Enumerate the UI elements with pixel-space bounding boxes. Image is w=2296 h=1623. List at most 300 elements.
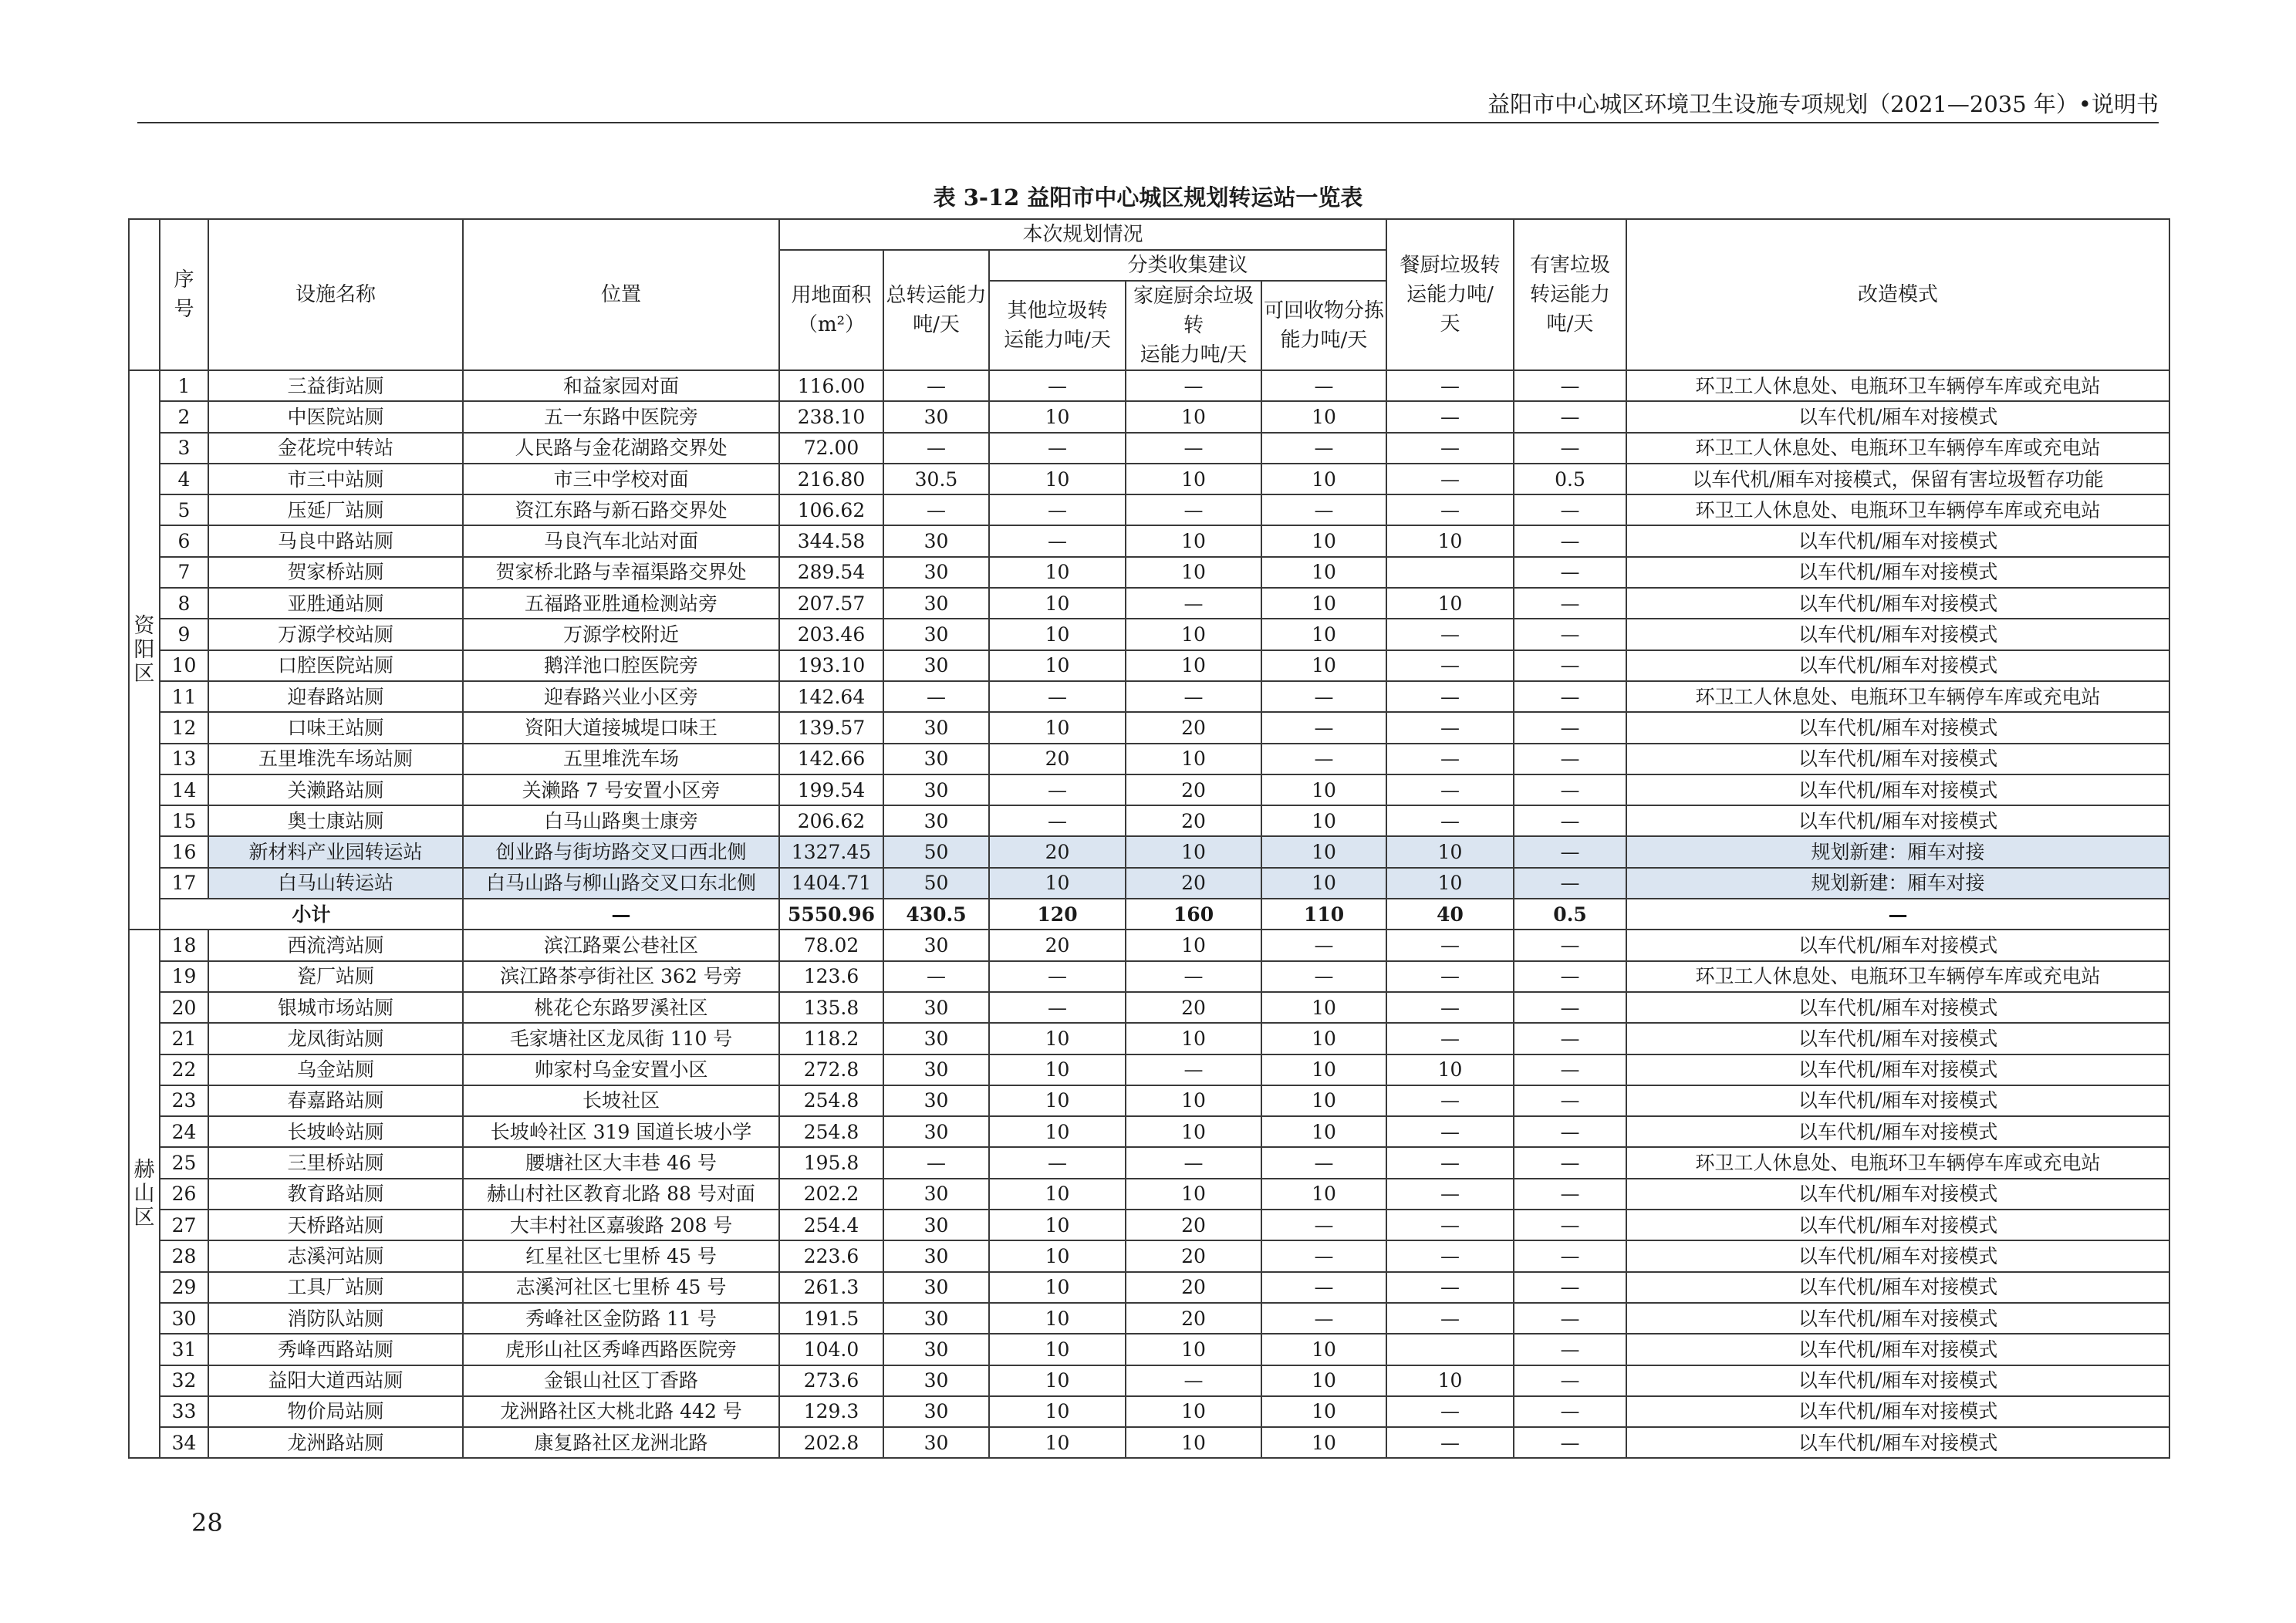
kitchen-cell: 10 (1126, 744, 1261, 774)
area-cell: 254.4 (779, 1210, 883, 1240)
name-cell: 龙凤街站厕 (208, 1023, 463, 1054)
seq-cell: 1 (160, 370, 208, 401)
mode-cell: 以车代机/厢车对接模式 (1626, 1272, 2169, 1303)
seq-cell: 3 (160, 433, 208, 464)
hazardous-cell: — (1514, 805, 1626, 836)
table-row (129, 1210, 2169, 1240)
mode-cell: 以车代机/厢车对接模式 (1626, 1427, 2169, 1458)
district-label (129, 370, 160, 930)
location-cell: 五一东路中医院旁 (463, 401, 779, 432)
name-cell: 龙洲路站厕 (208, 1427, 463, 1458)
restaurant-cell: — (1386, 1023, 1514, 1054)
kitchen-cell: 10 (1126, 930, 1261, 960)
location-cell: 资阳大道接城堤口味王 (463, 712, 779, 743)
location-cell: 志溪河社区七里桥 45 号 (463, 1272, 779, 1303)
mode-cell: 环卫工人休息处、电瓶环卫车辆停车库或充电站 (1626, 681, 2169, 712)
table-row (129, 494, 2169, 525)
recyclable-cell: 10 (1261, 557, 1386, 588)
location-header: 位置 (463, 219, 779, 370)
mode-cell: 规划新建：厢车对接 (1626, 836, 2169, 867)
area-cell: 193.10 (779, 650, 883, 681)
hazardous-cell: — (1514, 1272, 1626, 1303)
mode-cell: 环卫工人休息处、电瓶环卫车辆停车库或充电站 (1626, 370, 2169, 401)
kitchen-cell: 20 (1126, 1272, 1261, 1303)
hazardous-cell: — (1514, 868, 1626, 899)
name-cell: 五里堆洗车场站厕 (208, 744, 463, 774)
total-cell: 30 (883, 805, 989, 836)
total-cell: 30 (883, 1396, 989, 1427)
area-cell: 72.00 (779, 433, 883, 464)
location-cell: 马良汽车北站对面 (463, 525, 779, 556)
location-cell: 创业路与街坊路交叉口西北侧 (463, 836, 779, 867)
hazardous-cell: — (1514, 992, 1626, 1023)
other-cell: — (989, 525, 1126, 556)
area-cell: 289.54 (779, 557, 883, 588)
recyclable-cell: 10 (1261, 588, 1386, 619)
kitchen-cell: 10 (1126, 1396, 1261, 1427)
hazardous-cell: — (1514, 1303, 1626, 1334)
mode-cell: 以车代机/厢车对接模式 (1626, 557, 2169, 588)
seq-cell: 13 (160, 744, 208, 774)
name-cell: 益阳大道西站厕 (208, 1365, 463, 1396)
recyclable-cell: 10 (1261, 1396, 1386, 1427)
area-cell: 254.8 (779, 1085, 883, 1116)
recyclable-cell: 10 (1261, 1179, 1386, 1210)
name-cell: 迎春路站厕 (208, 681, 463, 712)
other-cell: 10 (989, 1054, 1126, 1085)
name-cell: 志溪河站厕 (208, 1240, 463, 1271)
other-cell: 10 (989, 1116, 1126, 1147)
table-row (129, 433, 2169, 464)
total-cell: — (883, 494, 989, 525)
area-header (779, 250, 883, 370)
kitchen-cell: 10 (1126, 401, 1261, 432)
table-row (129, 619, 2169, 650)
sorting-header: 分类收集建议 (989, 250, 1386, 281)
hazardous-cell: — (1514, 712, 1626, 743)
location-cell: 腰塘社区大丰巷 46 号 (463, 1147, 779, 1178)
recyclable-cell: 10 (1261, 1334, 1386, 1365)
seq-cell: 20 (160, 992, 208, 1023)
kitchen-cell: 20 (1126, 992, 1261, 1023)
hazardous-cell: — (1514, 370, 1626, 401)
mode-header: 改造模式 (1626, 219, 2169, 370)
seq-cell: 6 (160, 525, 208, 556)
name-cell: 奥士康站厕 (208, 805, 463, 836)
hazardous-cell: — (1514, 681, 1626, 712)
area-cell: 272.8 (779, 1054, 883, 1085)
location-cell: 迎春路兴业小区旁 (463, 681, 779, 712)
kitchen-header (1126, 281, 1261, 370)
kitchen-cell: 20 (1126, 1303, 1261, 1334)
subtotal-kitchen: 160 (1126, 899, 1261, 930)
name-cell: 关濑路站厕 (208, 774, 463, 805)
table-row (129, 836, 2169, 867)
hazardous-cell: — (1514, 650, 1626, 681)
location-cell: 资江东路与新石路交界处 (463, 494, 779, 525)
recyclable-cell: 10 (1261, 464, 1386, 494)
kitchen-cell: — (1126, 1054, 1261, 1085)
other-cell: — (989, 992, 1126, 1023)
total-cell: 30 (883, 1427, 989, 1458)
area-cell: 216.80 (779, 464, 883, 494)
recyclable-cell: 10 (1261, 836, 1386, 867)
restaurant-cell (1386, 1334, 1514, 1365)
plan-header: 本次规划情况 (779, 219, 1386, 250)
total-cell: 30 (883, 650, 989, 681)
seq-header-text: 序 号 (174, 268, 194, 321)
location-cell: 龙洲路社区大桃北路 442 号 (463, 1396, 779, 1427)
table-row (129, 774, 2169, 805)
area-cell: 78.02 (779, 930, 883, 960)
mode-cell: 以车代机/厢车对接模式 (1626, 619, 2169, 650)
name-cell: 市三中站厕 (208, 464, 463, 494)
restaurant-cell: — (1386, 1427, 1514, 1458)
hazardous-cell: — (1514, 836, 1626, 867)
restaurant-header (1386, 219, 1514, 370)
total-cell: 50 (883, 836, 989, 867)
seq-cell: 17 (160, 868, 208, 899)
seq-cell: 33 (160, 1396, 208, 1427)
other-cell: 10 (989, 1427, 1126, 1458)
other-cell: 10 (989, 1210, 1126, 1240)
kitchen-cell: — (1126, 1147, 1261, 1178)
name-cell: 口腔医院站厕 (208, 650, 463, 681)
mode-cell: 以车代机/厢车对接模式 (1626, 588, 2169, 619)
total-cell: — (883, 961, 989, 992)
table-row (129, 1085, 2169, 1116)
total-cell: — (883, 370, 989, 401)
location-cell: 长坡社区 (463, 1085, 779, 1116)
mode-cell: 以车代机/厢车对接模式 (1626, 1303, 2169, 1334)
kitchen-cell: 20 (1126, 868, 1261, 899)
subtotal-restaurant: 40 (1386, 899, 1514, 930)
other-cell: 10 (989, 1023, 1126, 1054)
total-cell: 30 (883, 557, 989, 588)
kitchen-cell: — (1126, 370, 1261, 401)
restaurant-cell: — (1386, 681, 1514, 712)
kitchen-cell: — (1126, 433, 1261, 464)
table-caption: 表 3-12 益阳市中心城区规划转运站一览表 (933, 184, 1363, 211)
seq-cell: 24 (160, 1116, 208, 1147)
area-cell: 1404.71 (779, 868, 883, 899)
restaurant-cell: 10 (1386, 588, 1514, 619)
recyclable-cell: 10 (1261, 401, 1386, 432)
recyclable-cell: — (1261, 494, 1386, 525)
area-cell: 238.10 (779, 401, 883, 432)
recyclable-cell: — (1261, 1210, 1386, 1240)
recyclable-cell: — (1261, 433, 1386, 464)
mode-cell: 以车代机/厢车对接模式 (1626, 1116, 2169, 1147)
location-cell: 白马山路奥士康旁 (463, 805, 779, 836)
area-cell: 202.2 (779, 1179, 883, 1210)
area-cell: 206.62 (779, 805, 883, 836)
area-cell: 142.66 (779, 744, 883, 774)
area-cell: 199.54 (779, 774, 883, 805)
seq-cell: 8 (160, 588, 208, 619)
area-cell: 273.6 (779, 1365, 883, 1396)
hazardous-cell: — (1514, 1396, 1626, 1427)
total-cell: 30 (883, 1365, 989, 1396)
subtotal-mode: — (1626, 899, 2169, 930)
seq-cell: 30 (160, 1303, 208, 1334)
mode-cell: 以车代机/厢车对接模式 (1626, 930, 2169, 960)
mode-cell: 以车代机/厢车对接模式 (1626, 1210, 2169, 1240)
district-label-text: 赫 山 区 (133, 1158, 155, 1230)
seq-cell: 23 (160, 1085, 208, 1116)
recyclable-cell: 10 (1261, 1427, 1386, 1458)
seq-header (160, 219, 208, 370)
recyclable-cell: 10 (1261, 774, 1386, 805)
total-cell: 30.5 (883, 464, 989, 494)
total-cell: 30 (883, 1023, 989, 1054)
total-header (883, 250, 989, 370)
total-cell: 30 (883, 1054, 989, 1085)
area-cell: 139.57 (779, 712, 883, 743)
name-cell: 金花垸中转站 (208, 433, 463, 464)
total-header-text: 总转运能力 吨/天 (886, 284, 987, 336)
table-row (129, 1147, 2169, 1178)
mode-cell: 以车代机/厢车对接模式 (1626, 774, 2169, 805)
table-row (129, 1116, 2169, 1147)
recyclable-cell: — (1261, 681, 1386, 712)
kitchen-cell: — (1126, 681, 1261, 712)
kitchen-cell: 10 (1126, 1116, 1261, 1147)
table-row (129, 1365, 2169, 1396)
recyclable-cell: — (1261, 370, 1386, 401)
seq-cell: 2 (160, 401, 208, 432)
area-cell: 254.8 (779, 1116, 883, 1147)
subtotal-label: 小计 (160, 899, 463, 930)
seq-cell: 31 (160, 1334, 208, 1365)
area-cell: 1327.45 (779, 836, 883, 867)
other-cell: 10 (989, 712, 1126, 743)
kitchen-header-text: 家庭厨余垃圾转 运能力吨/天 (1133, 285, 1254, 366)
seq-cell: 5 (160, 494, 208, 525)
hazardous-cell: — (1514, 433, 1626, 464)
seq-cell: 19 (160, 961, 208, 992)
hazardous-cell: — (1514, 525, 1626, 556)
mode-cell: 以车代机/厢车对接模式 (1626, 1334, 2169, 1365)
location-cell: 贺家桥北路与幸福渠路交界处 (463, 557, 779, 588)
recyclable-header-text: 可回收物分拣 能力吨/天 (1264, 299, 1385, 352)
kitchen-cell: 10 (1126, 525, 1261, 556)
restaurant-cell: — (1386, 1116, 1514, 1147)
subtotal-location: — (463, 899, 779, 930)
kitchen-cell: 20 (1126, 1240, 1261, 1271)
seq-cell: 27 (160, 1210, 208, 1240)
recyclable-cell: — (1261, 930, 1386, 960)
other-cell: 10 (989, 1303, 1126, 1334)
other-cell: 10 (989, 588, 1126, 619)
area-cell: 129.3 (779, 1396, 883, 1427)
name-cell: 三里桥站厕 (208, 1147, 463, 1178)
mode-cell: 以车代机/厢车对接模式 (1626, 992, 2169, 1023)
table-row (129, 370, 2169, 401)
kitchen-cell: 20 (1126, 805, 1261, 836)
name-cell: 压延厂站厕 (208, 494, 463, 525)
mode-cell: 以车代机/厢车对接模式 (1626, 1085, 2169, 1116)
hazardous-cell: — (1514, 494, 1626, 525)
location-cell: 金银山社区丁香路 (463, 1365, 779, 1396)
hazardous-cell: — (1514, 930, 1626, 960)
recyclable-cell: — (1261, 1303, 1386, 1334)
page-number: 28 (191, 1508, 223, 1537)
kitchen-cell: 20 (1126, 774, 1261, 805)
other-cell: — (989, 681, 1126, 712)
name-cell: 贺家桥站厕 (208, 557, 463, 588)
table-row (129, 1179, 2169, 1210)
other-cell: 10 (989, 557, 1126, 588)
mode-cell: 环卫工人休息处、电瓶环卫车辆停车库或充电站 (1626, 433, 2169, 464)
restaurant-cell: — (1386, 1147, 1514, 1178)
kitchen-cell: 10 (1126, 1179, 1261, 1210)
table-row (129, 588, 2169, 619)
area-cell: 207.57 (779, 588, 883, 619)
location-cell: 白马山路与柳山路交叉口东北侧 (463, 868, 779, 899)
seq-cell: 32 (160, 1365, 208, 1396)
kitchen-cell: 10 (1126, 836, 1261, 867)
table-row (129, 744, 2169, 774)
table-row (129, 930, 2169, 960)
table-row (129, 1427, 2169, 1458)
mode-cell: 环卫工人休息处、电瓶环卫车辆停车库或充电站 (1626, 1147, 2169, 1178)
location-cell: 人民路与金花湖路交界处 (463, 433, 779, 464)
name-cell: 西流湾站厕 (208, 930, 463, 960)
kitchen-cell: 10 (1126, 557, 1261, 588)
location-cell: 桃花仑东路罗溪社区 (463, 992, 779, 1023)
location-cell: 康复路社区龙洲北路 (463, 1427, 779, 1458)
location-cell: 滨江路粟公巷社区 (463, 930, 779, 960)
kitchen-cell: 10 (1126, 1334, 1261, 1365)
restaurant-cell: — (1386, 1272, 1514, 1303)
total-cell: 30 (883, 1179, 989, 1210)
kitchen-cell: — (1126, 961, 1261, 992)
mode-cell: 环卫工人休息处、电瓶环卫车辆停车库或充电站 (1626, 494, 2169, 525)
area-cell: 106.62 (779, 494, 883, 525)
hazardous-cell: — (1514, 401, 1626, 432)
total-cell: 30 (883, 401, 989, 432)
name-cell: 万源学校站厕 (208, 619, 463, 650)
mode-cell: 以车代机/厢车对接模式 (1626, 1023, 2169, 1054)
location-cell: 关濑路 7 号安置小区旁 (463, 774, 779, 805)
table-row (129, 961, 2169, 992)
recyclable-header (1261, 281, 1386, 370)
total-cell: — (883, 433, 989, 464)
table-row (129, 557, 2169, 588)
kitchen-cell: 20 (1126, 1210, 1261, 1240)
mode-cell: 以车代机/厢车对接模式 (1626, 1054, 2169, 1085)
other-cell: — (989, 1147, 1126, 1178)
seq-cell: 18 (160, 930, 208, 960)
recyclable-cell: 10 (1261, 1365, 1386, 1396)
name-cell: 乌金站厕 (208, 1054, 463, 1085)
recyclable-cell: — (1261, 744, 1386, 774)
hazardous-cell: — (1514, 1334, 1626, 1365)
other-cell: 10 (989, 1179, 1126, 1210)
restaurant-cell: — (1386, 1210, 1514, 1240)
name-cell: 工具厂站厕 (208, 1272, 463, 1303)
hazardous-cell: — (1514, 1365, 1626, 1396)
restaurant-cell: — (1386, 1085, 1514, 1116)
mode-cell: 以车代机/厢车对接模式 (1626, 805, 2169, 836)
name-cell: 中医院站厕 (208, 401, 463, 432)
table-header (129, 219, 2169, 370)
kitchen-cell: 10 (1126, 650, 1261, 681)
area-cell: 135.8 (779, 992, 883, 1023)
kitchen-cell: — (1126, 494, 1261, 525)
total-cell: 30 (883, 1116, 989, 1147)
area-cell: 203.46 (779, 619, 883, 650)
hazardous-cell: — (1514, 1116, 1626, 1147)
area-cell: 123.6 (779, 961, 883, 992)
restaurant-cell: — (1386, 1303, 1514, 1334)
other-cell: — (989, 433, 1126, 464)
restaurant-cell: — (1386, 712, 1514, 743)
seq-cell: 12 (160, 712, 208, 743)
mode-cell: 以车代机/厢车对接模式，保留有害垃圾暂存功能 (1626, 464, 2169, 494)
table-row (129, 712, 2169, 743)
area-cell: 202.8 (779, 1427, 883, 1458)
table-row (129, 1334, 2169, 1365)
name-cell: 天桥路站厕 (208, 1210, 463, 1240)
seq-cell: 16 (160, 836, 208, 867)
name-cell: 银城市场站厕 (208, 992, 463, 1023)
table-row (129, 868, 2169, 899)
table-row (129, 805, 2169, 836)
location-cell: 五福路亚胜通检测站旁 (463, 588, 779, 619)
name-cell: 白马山转运站 (208, 868, 463, 899)
restaurant-cell: — (1386, 650, 1514, 681)
table-row (129, 525, 2169, 556)
table-row (129, 1396, 2169, 1427)
other-cell: — (989, 961, 1126, 992)
other-cell: 10 (989, 1240, 1126, 1271)
recyclable-cell: 10 (1261, 1116, 1386, 1147)
restaurant-cell: — (1386, 992, 1514, 1023)
restaurant-cell: — (1386, 619, 1514, 650)
other-cell: 20 (989, 744, 1126, 774)
area-cell: 191.5 (779, 1303, 883, 1334)
other-cell: 10 (989, 619, 1126, 650)
table-row (129, 1272, 2169, 1303)
recyclable-cell: 10 (1261, 525, 1386, 556)
name-cell: 亚胜通站厕 (208, 588, 463, 619)
mode-cell: 以车代机/厢车对接模式 (1626, 650, 2169, 681)
hazardous-cell: 0.5 (1514, 464, 1626, 494)
district-label (129, 930, 160, 1458)
total-cell: 30 (883, 1240, 989, 1271)
location-cell: 长坡岭社区 319 国道长坡小学 (463, 1116, 779, 1147)
location-cell: 红星社区七里桥 45 号 (463, 1240, 779, 1271)
restaurant-cell: — (1386, 494, 1514, 525)
hazardous-cell: — (1514, 961, 1626, 992)
other-cell: 10 (989, 1334, 1126, 1365)
restaurant-cell: 10 (1386, 525, 1514, 556)
name-cell: 教育路站厕 (208, 1179, 463, 1210)
other-cell: 10 (989, 464, 1126, 494)
kitchen-cell: 10 (1126, 1427, 1261, 1458)
restaurant-cell: — (1386, 370, 1514, 401)
total-cell: 30 (883, 525, 989, 556)
total-cell: 30 (883, 774, 989, 805)
table-row (129, 401, 2169, 432)
mode-cell: 以车代机/厢车对接模式 (1626, 712, 2169, 743)
kitchen-cell: 10 (1126, 1023, 1261, 1054)
seq-cell: 29 (160, 1272, 208, 1303)
table-row (129, 1240, 2169, 1271)
mode-cell: 以车代机/厢车对接模式 (1626, 525, 2169, 556)
